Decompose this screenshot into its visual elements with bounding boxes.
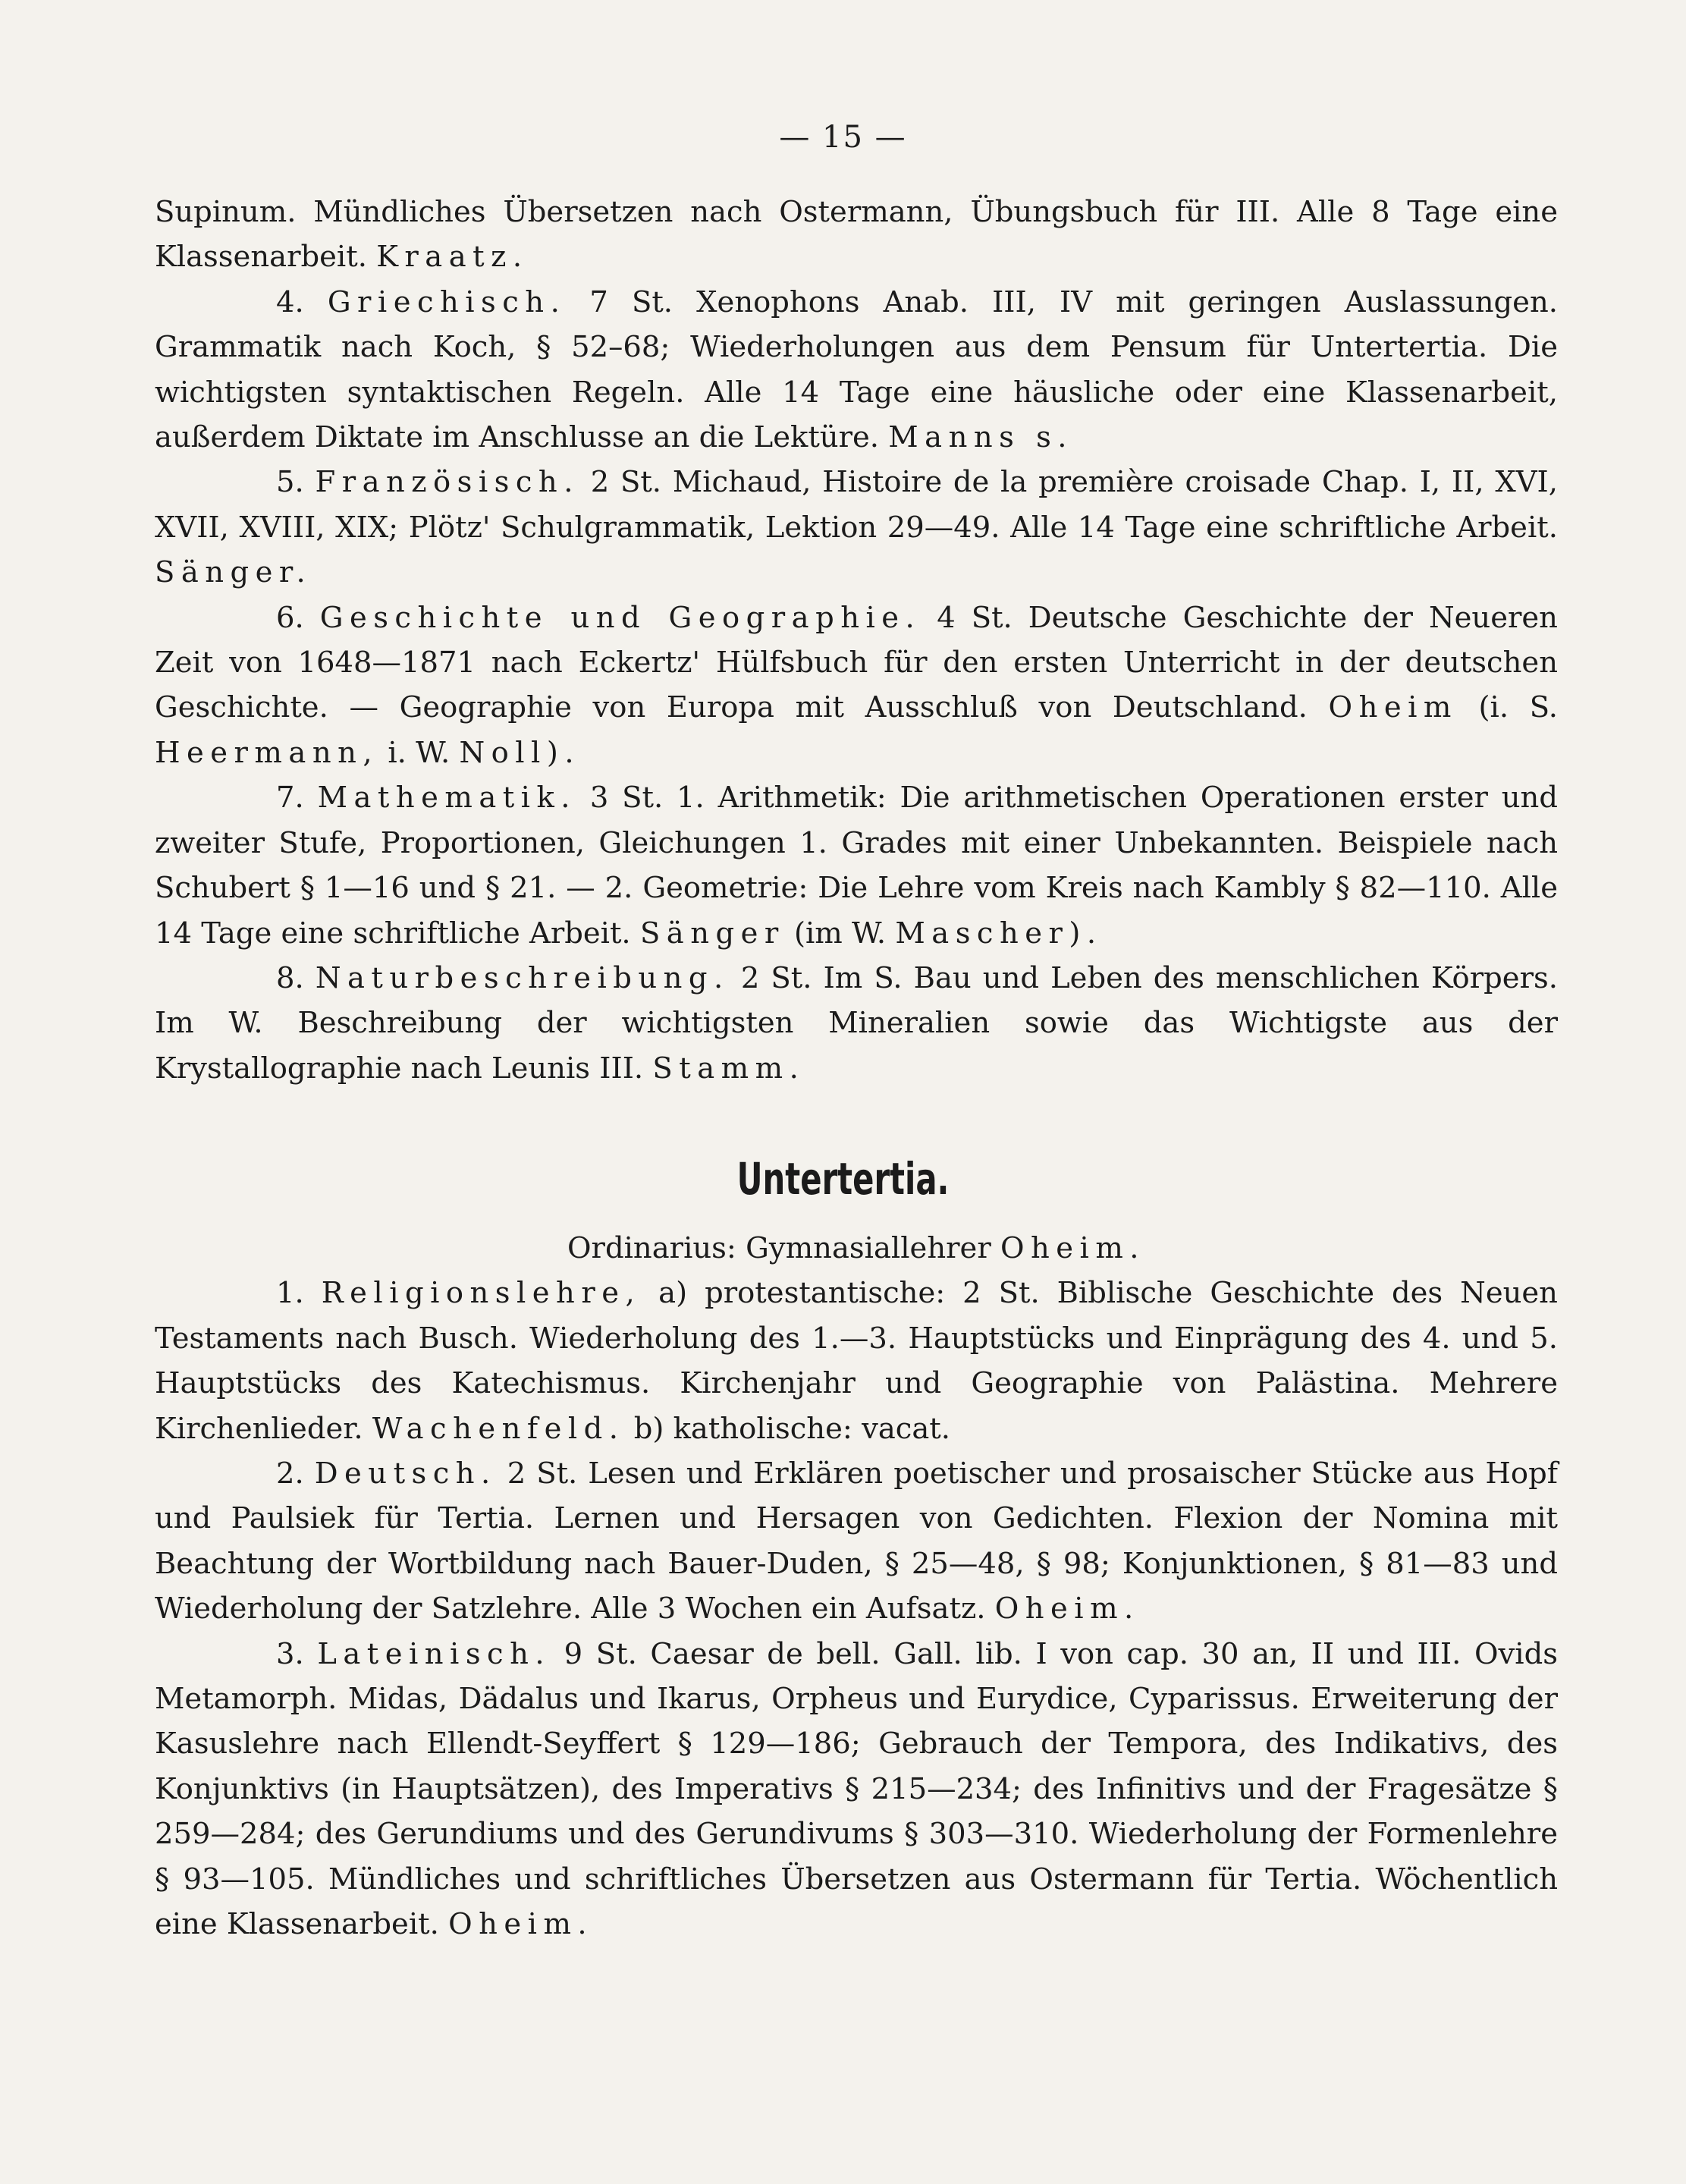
paragraph-religionslehre xyxy=(155,1271,1558,1451)
paragraph-naturbeschreibung xyxy=(155,956,1558,1091)
ordinarius-label: Ordinarius: Gymnasiallehrer xyxy=(567,1231,991,1265)
teacher-name: Sänger xyxy=(639,916,785,951)
bottom-text-block xyxy=(155,1226,1558,1947)
teacher-name: Wachenfeld. xyxy=(372,1411,625,1446)
paragraph-deutsch xyxy=(155,1451,1558,1632)
page-number: — 15 — xyxy=(779,120,907,155)
item-number: 7. xyxy=(276,781,304,815)
teacher-name: Oheim. xyxy=(1000,1231,1146,1265)
item-number: 1. xyxy=(276,1276,304,1311)
paragraph-text: a) protestantische: 2 St. Biblische Geschichte des Neuen Testaments nach Busch. Wiederholung des 1.—3. Hauptstücks und Einprägung des 4. und 5. Hauptstücks des Katechismus. Kirchenjahr und Geographie von Palästina. Mehrere Kirchenlieder. xyxy=(155,1276,1558,1446)
item-number: 4. xyxy=(276,284,304,319)
item-number: 6. xyxy=(276,600,304,635)
teacher-name: Oheim. xyxy=(994,1592,1140,1626)
subject-name: Deutsch. xyxy=(314,1457,497,1491)
top-text-block xyxy=(155,190,1558,1091)
teacher-name: Sänger. xyxy=(155,555,312,590)
subject-name: Griechisch. xyxy=(327,284,567,319)
teacher-name: Oheim. xyxy=(448,1907,594,1942)
paragraph-mathematik xyxy=(155,775,1558,956)
subject-name: Französisch. xyxy=(315,465,579,500)
subject-name: Naturbeschreibung. xyxy=(315,960,730,995)
teacher-name: Heermann, xyxy=(155,735,379,770)
subject-name: Lateinisch. xyxy=(317,1636,551,1671)
ordinarius-line xyxy=(155,1226,1558,1271)
paragraph-text: 2 St. Im S. Bau und Leben des menschlichen Körpers. Im W. Beschreibung der wichtigsten Mineralien sowie das Wichtigste aus der Krystallographie nach Leunis III. xyxy=(155,960,1558,1086)
item-number: 2. xyxy=(276,1457,304,1491)
teacher-note: i. W. xyxy=(388,735,451,770)
paragraph-griechisch xyxy=(155,280,1558,460)
paragraph-text: 9 St. Caesar de bell. Gall. lib. I von cap. 30 an, II und III. Ovids Metamorph. Midas, Dädalus und Ikarus, Orpheus und Eurydice, Cyparissus. Erweiterung der Kasuslehre nach Ellendt-Seyffert § 129—186; Gebrauch der Tempora, des Indikativs, des Konjunktivs (in Hauptsätzen), des Imperativs § 215—234; des Infinitivs und der Fragesätze § 259—284; des Gerundiums und des Gerundivums § 303—310. Wiederholung der Formenlehre § 93—105. Mündliches und schriftliches Übersetzen aus Ostermann für Tertia. Wöchentlich eine Klassenarbeit. xyxy=(155,1636,1558,1942)
paragraph-supinum xyxy=(155,190,1558,280)
item-number: 8. xyxy=(276,960,304,995)
item-number: 5. xyxy=(276,465,304,500)
teacher-name: Kraatz. xyxy=(376,240,529,275)
paragraph-text: b) katholische: vacat. xyxy=(633,1411,950,1446)
teacher-name: Oheim xyxy=(1328,690,1458,725)
paragraph-text: 2 St. Lesen und Erklären poetischer und prosaischer Stücke aus Hopf und Paulsiek für Tertia. Lernen und Hersagen von Gedichten. Flexion der Nomina mit Beachtung der Wortbildung nach Bauer-Duden, § 25—48, § 98; Konjunktionen, § 81—83 und Wiederholung der Satzlehre. Alle 3 Wochen ein Aufsatz. xyxy=(155,1457,1559,1626)
subject-name: Religionslehre, xyxy=(321,1276,642,1311)
subject-name: Geschichte und Geographie. xyxy=(319,600,921,635)
teacher-name: Mascher). xyxy=(895,916,1103,951)
teacher-name: Noll). xyxy=(459,735,581,770)
paragraph-geschichte xyxy=(155,595,1558,776)
section-title: Untertertia. xyxy=(736,1153,950,1205)
item-number: 3. xyxy=(276,1636,304,1671)
teacher-name: Stamm. xyxy=(652,1051,805,1086)
paragraph-franzoesisch xyxy=(155,460,1558,595)
teacher-name: Manns s. xyxy=(888,420,1073,455)
paragraph-text: 2 St. Michaud, Histoire de la première croisade Chap. I, II, XVI, XVII, XVIII, XIX; Plötz' Schulgrammatik, Lektion 29—49. Alle 14 Tage eine schriftliche Arbeit. xyxy=(155,465,1558,545)
paragraph-lateinisch xyxy=(155,1632,1558,1947)
teacher-note: (i. S. xyxy=(1478,690,1558,725)
teacher-note: (im W. xyxy=(793,916,887,951)
paragraph-text: 4 St. Deutsche Geschichte der Neueren Zeit von 1648—1871 nach Eckertz' Hülfsbuch für den ersten Unterricht in der deutschen Geschichte. — Geographie von Europa mit Ausschluß von Deutschland. xyxy=(155,600,1558,725)
paragraph-text: 3 St. 1. Arithmetik: Die arithmetischen Operationen erster und zweiter Stufe, Proportionen, Gleichungen 1. Grades mit einer Unbekannten. Beispiele nach Schubert § 1—16 und § 21. — 2. Geometrie: Die Lehre vom Kreis nach Kambly § 82—110. Alle 14 Tage eine schriftliche Arbeit. xyxy=(155,781,1558,951)
paragraph-text: Supinum. Mündliches Übersetzen nach Ostermann, Übungsbuch für III. Alle 8 Tage eine Klassenarbeit. xyxy=(155,195,1558,275)
subject-name: Mathematik. xyxy=(317,781,576,815)
paragraph-text: 7 St. Xenophons Anab. III, IV mit geringen Auslassungen. Grammatik nach Koch, § 52–68; Wiederholungen aus dem Pensum für Untertertia. Die wichtigsten syntaktischen Regeln. Alle 14 Tage eine häusliche oder eine Klassenarbeit, außerdem Diktate im Anschlusse an die Lektüre. xyxy=(155,284,1558,455)
